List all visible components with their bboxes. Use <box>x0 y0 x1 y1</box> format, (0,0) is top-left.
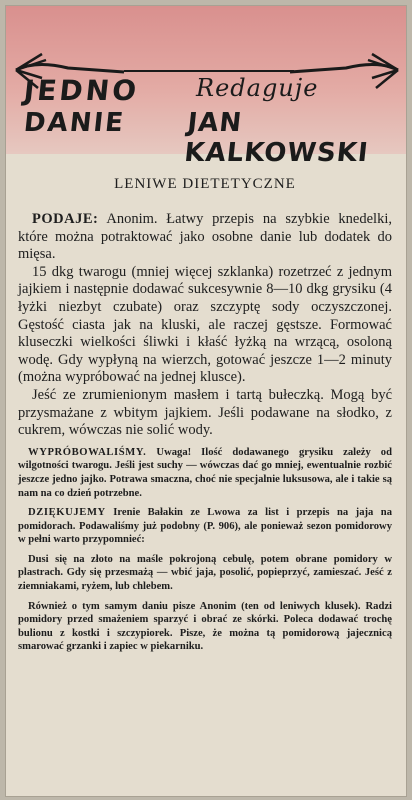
editor-label: Redaguje <box>196 74 319 102</box>
note-paragraph: Dusi się na złoto na maśle pokrojoną cebulę, potem obrane pomidory w plastrach. Gdy się przesmażą — wbić jaja, posolić, popieprzyć, zamieszać. Jeść z ziemniakami, ryżem, lub chlebem. <box>18 553 392 593</box>
article-headline: LENIWE DIETETYCZNE <box>114 176 296 192</box>
column-header <box>6 6 406 168</box>
article-body <box>6 176 406 654</box>
article-paragraph: 15 dkg twarogu (mniej więcej szklanka) rozetrzeć z jednym jajkiem i następnie dodawać sukcesywnie 8—10 dkg grysiku (4 łyżki niezbyt czubate) oraz szczyptę sody oczyszczonej. Gęstość ciasta jak na kluski, ale raczej gęstsze. Formować kluseczki wielkości śliwki i kłaść łyżką na wrzącą, osoloną wodę. Gdy wypłyną na wierzch, gotować jeszcze 1—2 minuty (można wypróbować na jednej klusce). <box>18 263 392 386</box>
newspaper-clipping <box>6 6 406 796</box>
note-paragraph: DZIĘKUJEMY Irenie Bałakin ze Lwowa za list i przepis na jaja na pomidorach. Podawaliśmy już podobny (P. 906), ale ponieważ sezon pomidorowy w pełni warto przypomnieć: <box>18 507 392 546</box>
column-title-line1: JEDNO <box>22 74 141 107</box>
column-title-line2: DANIE <box>22 108 127 138</box>
article-paragraph: PODAJE: Anonim. Łatwy przepis na szybkie knedelki, które można potraktować jako osobne danie lub dodatek do mięsa. <box>18 211 392 263</box>
article-paragraph: Jeść ze zrumienionym masłem i tartą bułeczką. Mogą być przysmażane z wbitym jajkiem. Jeśli podawane na słodko, z cukrem, wówczas nie solić wody. <box>18 386 392 439</box>
note-paragraph: WYPRÓBOWALIŚMY. Uwaga! Ilość dodawanego grysiku zależy od wilgotności twarogu. Jeśli jest suchy — wówczas dać go mniej, ewentualnie rozbić jeszcze jedno jajko. Potrawa smaczna, choć nie specjalnie luksusowa, ale i takie są nam na co dzień potrzebne. <box>18 446 392 499</box>
editor-name: JAN KALKOWSKI <box>182 108 371 168</box>
note-paragraph: Również o tym samym daniu pisze Anonim (ten od leniwych klusek). Radzi pomidory przed smażeniem sparzyć i obrać ze skórki. Poleca dodawać trochę bulionu z kostki i szczypiorek. Pisze, że można tą pomidorową jajecznicą smarować grzanki i zapiec w piekarniku. <box>18 600 392 653</box>
